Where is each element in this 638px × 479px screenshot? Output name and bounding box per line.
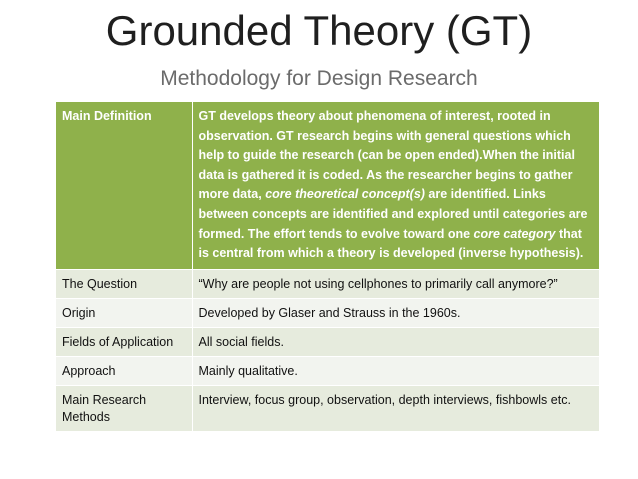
table-row-approach xyxy=(56,356,599,385)
definition-emphasis-core-category: core category xyxy=(473,226,556,241)
definition-text-part3: that is central from which a theory is developed (inverse hypothesis). xyxy=(198,226,584,261)
row-label: Approach xyxy=(56,356,192,385)
table-row-methods xyxy=(56,385,599,431)
definition-emphasis-core-concepts: core theoretical concept(s) xyxy=(265,187,425,202)
methodology-table xyxy=(56,102,599,432)
row-value: Mainly qualitative. xyxy=(192,356,599,385)
definition-text-part2: are identified. Links between concepts are identified and explored until categories are formed. The effort tends to evolve toward one xyxy=(198,187,588,241)
row-label: Main Research Methods xyxy=(56,385,192,431)
table-row-origin xyxy=(56,298,599,327)
row-value: “Why are people not using cellphones to primarily call anymore?” xyxy=(192,269,599,298)
row-label: Origin xyxy=(56,298,192,327)
table-row-question xyxy=(56,269,599,298)
row-label: Fields of Application xyxy=(56,327,192,356)
definition-label: Main Definition xyxy=(56,102,192,269)
table-row-fields xyxy=(56,327,599,356)
definition-text-part1: GT develops theory about phenomena of interest, rooted in observation. GT research begins with general questions which help to guide the research (can be open ended).When the initial data is gathered it is coded. As the researcher begins to gather more data, xyxy=(198,109,575,202)
row-value: All social fields. xyxy=(192,327,599,356)
slide-subtitle: Methodology for Design Research xyxy=(160,67,478,90)
definition-row xyxy=(56,102,599,269)
row-value: Developed by Glaser and Strauss in the 1960s. xyxy=(192,298,599,327)
row-value: Interview, focus group, observation, depth interviews, fishbowls etc. xyxy=(192,385,599,431)
definition-text xyxy=(192,102,599,269)
row-label: The Question xyxy=(56,269,192,298)
slide-title: Grounded Theory (GT) xyxy=(105,7,533,54)
